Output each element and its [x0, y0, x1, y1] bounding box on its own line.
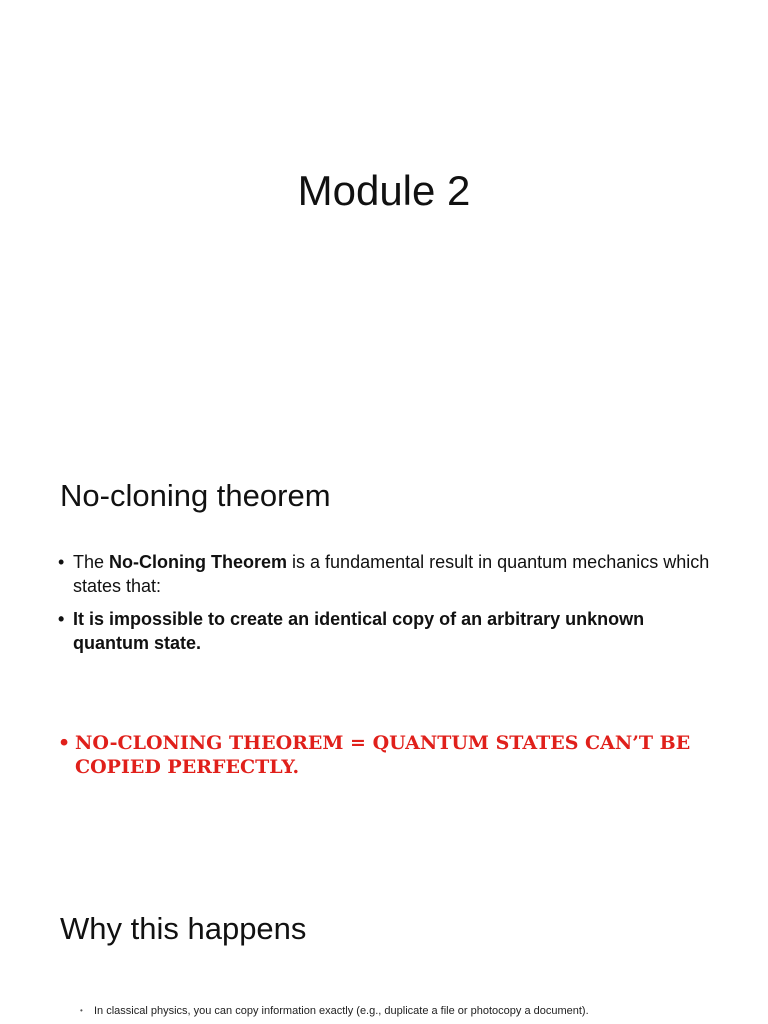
bullet-text-statement: It is impossible to create an identical copy of an arbitrary unknown quantum state.: [73, 609, 645, 653]
section-heading-no-cloning: No-cloning theorem: [60, 478, 331, 513]
bullet-text-prefix: The: [73, 552, 110, 572]
bullet-item-definition: [58, 550, 718, 598]
bullet-text-suffix: is a fundamental result in quantum mechanics which states that:: [73, 552, 710, 596]
bullet-icon: •: [58, 552, 65, 572]
bullet-item-statement: [58, 607, 718, 655]
bullet-text-bold-term: No-Cloning Theorem: [109, 552, 288, 572]
callout-text: NO-CLONING THEOREM = QUANTUM STATES CAN’T BE COPIED PERFECTLY.: [75, 732, 691, 778]
bullet-list-definition: [58, 550, 718, 655]
callout-item: [58, 731, 718, 779]
bullet-icon: •: [58, 732, 71, 754]
bullet-icon: •: [58, 609, 65, 629]
section-heading-why: Why this happens: [60, 911, 307, 946]
bullet-list-why: [80, 1003, 740, 1019]
bullet-icon: •: [80, 1006, 83, 1015]
bullet-item-classical: [80, 1003, 740, 1019]
bullet-text-classical: In classical physics, you can copy information exactly (e.g., duplicate a file or photocopy a document).: [94, 1005, 589, 1017]
callout-list: [58, 731, 718, 779]
slide-title: Module 2: [297, 167, 471, 214]
